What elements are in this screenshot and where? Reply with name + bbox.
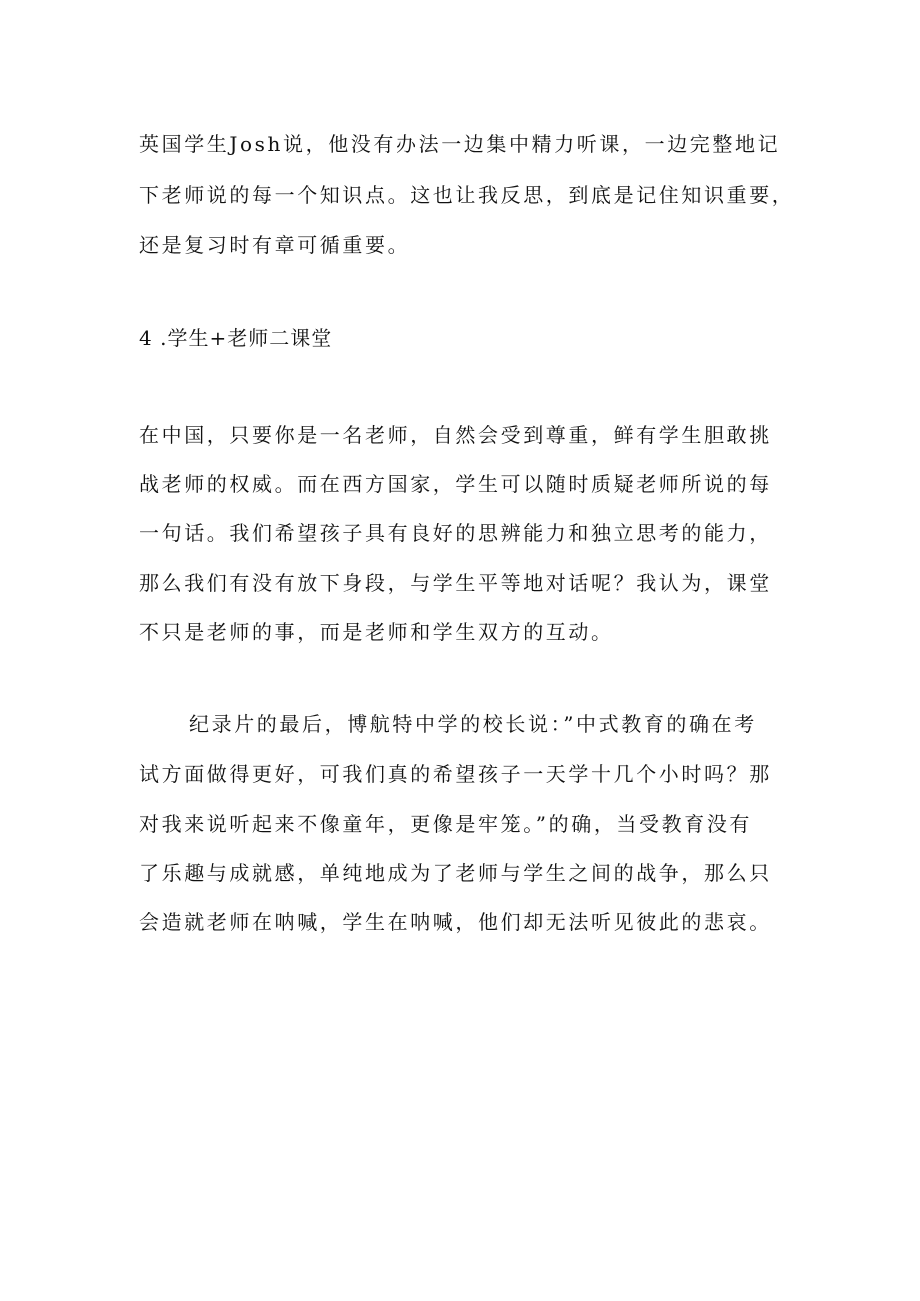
text-line: 会造就老师在呐喊，学生在呐喊，他们却无法听见彼此的悲哀。 bbox=[139, 910, 772, 934]
text-line: 在中国，只要你是一名老师，自然会受到尊重，鲜有学生胆敢挑 bbox=[139, 423, 772, 447]
text-line: 对我来说听起来不像童年，更像是牢笼。”的确，当受教育没有 bbox=[139, 812, 753, 836]
text-line: 战老师的权威。而在西方国家，学生可以随时质疑老师所说的每 bbox=[139, 472, 772, 496]
text-line: 那么我们有没有放下身段，与学生平等地对话呢？我认为，课堂 bbox=[139, 571, 772, 595]
text-line: 了乐趣与成就感，单纯地成为了老师与学生之间的战争，那么只 bbox=[139, 861, 772, 885]
text-line: 不只是老师的事，而是老师和学生双方的互动。 bbox=[139, 620, 614, 644]
text-line: 下老师说的每一个知识点。这也让我反思，到底是记住知识重要， bbox=[139, 183, 795, 207]
section-heading: 4 .学生+老师二课堂 bbox=[139, 326, 333, 350]
text-line: 还是复习时有章可循重要。 bbox=[139, 233, 411, 257]
text-line: 试方面做得更好，可我们真的希望孩子一天学十几个小时吗？那 bbox=[139, 762, 772, 786]
text-line: 纪录片的最后，博航特中学的校长说：”中式教育的确在考 bbox=[189, 712, 757, 736]
text-line: 一句话。我们希望孩子具有良好的思辨能力和独立思考的能力， bbox=[139, 521, 772, 545]
text-line: 英国学生Josh说，他没有办法一边集中精力听课，一边完整地记 bbox=[139, 132, 781, 156]
